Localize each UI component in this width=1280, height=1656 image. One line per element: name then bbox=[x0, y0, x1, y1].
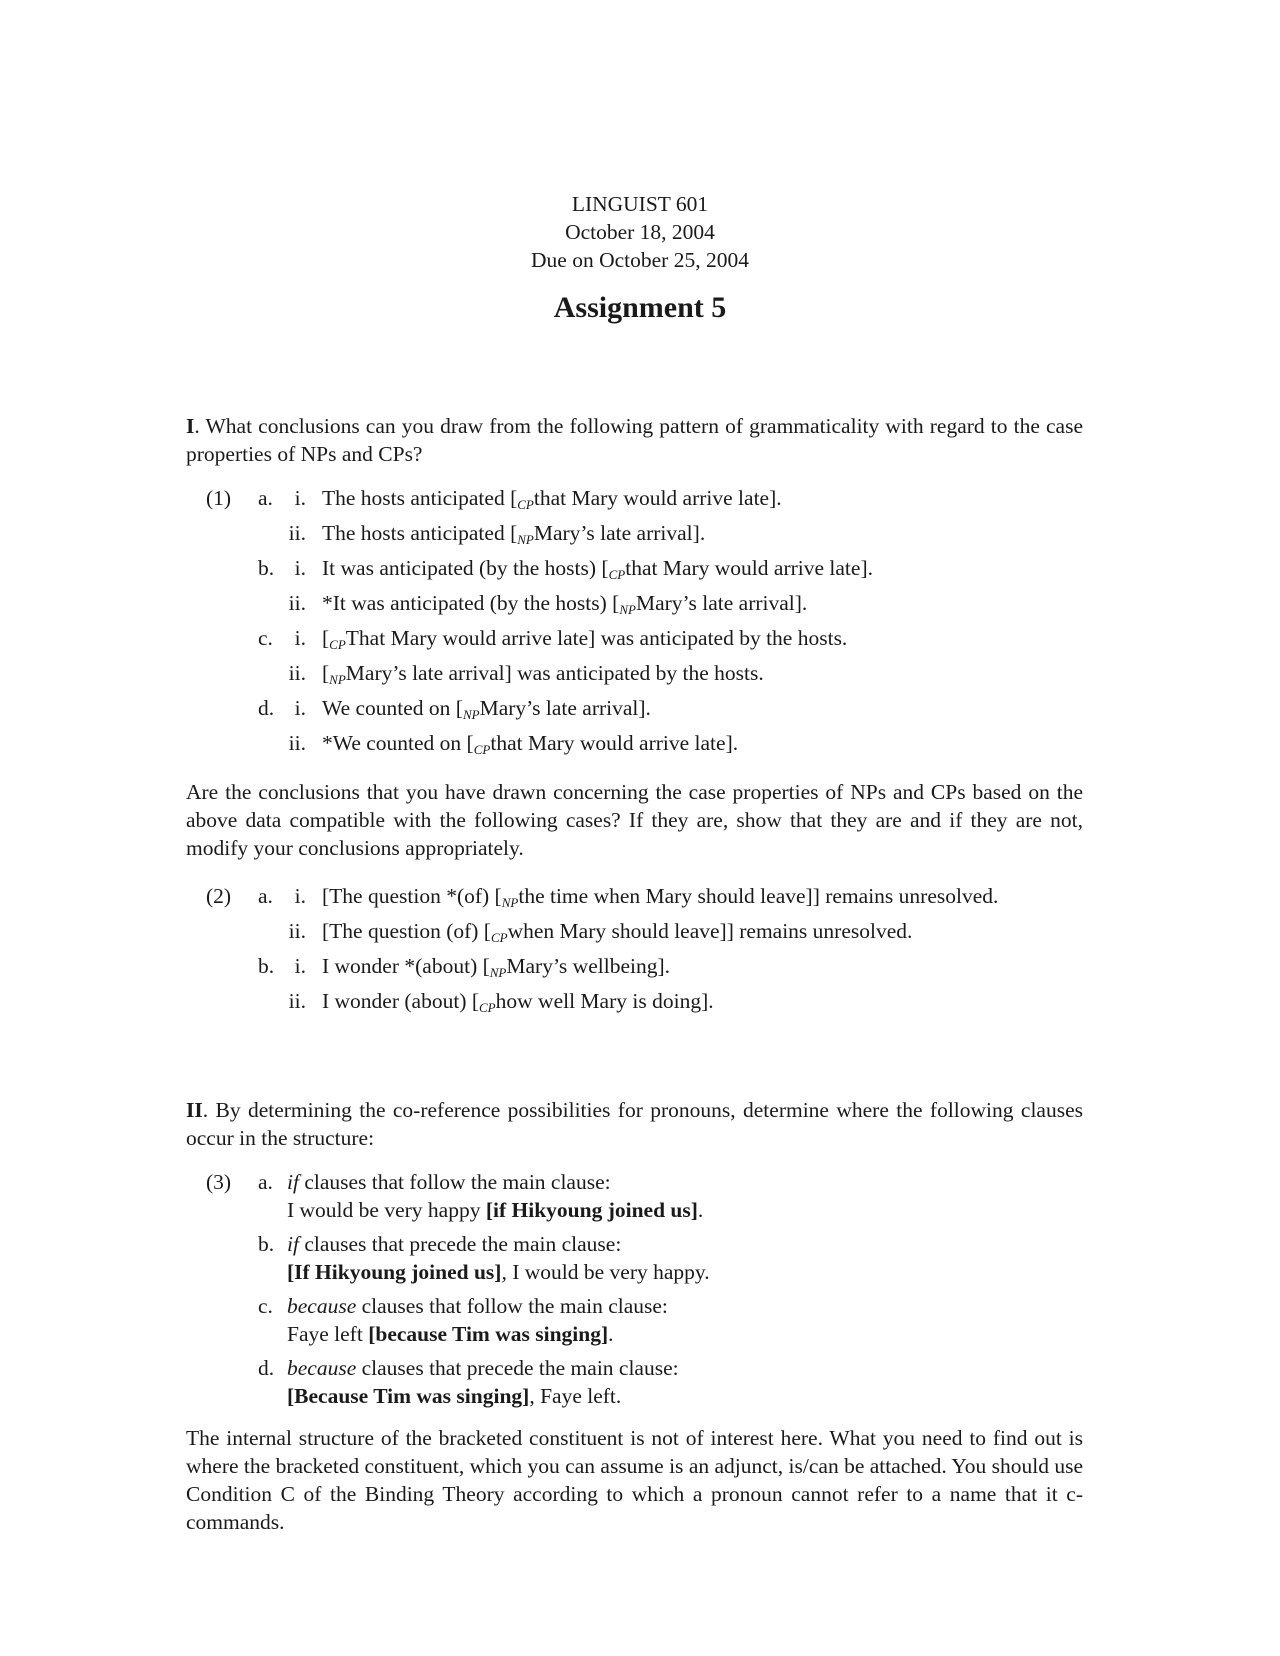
clause-keyword: if bbox=[287, 1232, 299, 1256]
item-letter: b. bbox=[258, 954, 275, 978]
sentence-rest: that Mary would arrive late]. bbox=[625, 556, 873, 580]
sub-item-number: i. bbox=[294, 696, 306, 720]
example-line bbox=[186, 952, 1086, 980]
bracketed-constituent: [because Tim was singing] bbox=[368, 1322, 609, 1346]
item-letter: d. bbox=[258, 696, 275, 720]
example-line bbox=[186, 519, 1086, 547]
category-label: CP bbox=[517, 497, 534, 512]
description-text: clauses that follow the main clause: bbox=[356, 1294, 668, 1318]
sentence-start: *We counted on [ bbox=[322, 731, 474, 755]
sub-item-number: ii. bbox=[288, 661, 306, 685]
example-line bbox=[186, 624, 1086, 652]
item-letter: b. bbox=[258, 556, 275, 580]
sentence-rest: . bbox=[697, 1198, 704, 1222]
section-2-label: II bbox=[186, 1098, 203, 1122]
example-line bbox=[186, 882, 1086, 910]
sentence-start: *It was anticipated (by the hosts) [ bbox=[322, 591, 620, 615]
example-line bbox=[186, 917, 1086, 945]
sentence-rest: Mary’s late arrival]. bbox=[479, 696, 651, 720]
sub-item-number: i. bbox=[294, 884, 306, 908]
item-letter: b. bbox=[258, 1232, 275, 1256]
sub-item-number: ii. bbox=[288, 521, 306, 545]
clause-description bbox=[287, 1230, 621, 1258]
category-label: NP bbox=[517, 532, 534, 547]
example-sentence bbox=[322, 624, 847, 652]
document-header bbox=[0, 190, 1280, 274]
sentence-start: We counted on [ bbox=[322, 696, 463, 720]
sentence-start: Faye left bbox=[287, 1322, 369, 1346]
bracketed-constituent: [Because Tim was singing] bbox=[287, 1384, 530, 1408]
sentence-rest: how well Mary is doing]. bbox=[495, 989, 714, 1013]
example-sentence bbox=[322, 729, 738, 757]
clause-keyword: because bbox=[287, 1356, 357, 1380]
section-1-question bbox=[186, 412, 1083, 468]
sentence-rest: Mary’s wellbeing]. bbox=[506, 954, 670, 978]
sub-item-number: ii. bbox=[288, 989, 306, 1013]
example-number: (1) bbox=[206, 486, 232, 510]
section-1-question-text: . What conclusions can you draw from the following pattern of grammaticality with regard to the case properties of NPs and CPs? bbox=[186, 414, 1083, 466]
bracketed-constituent: [If Hikyoung joined us] bbox=[287, 1260, 502, 1284]
bracketed-constituent: [if Hikyoung joined us] bbox=[485, 1198, 698, 1222]
sentence-rest: the time when Mary should leave]] remains unresolved. bbox=[518, 884, 999, 908]
sentence-start: The hosts anticipated [ bbox=[322, 521, 518, 545]
example-sentence bbox=[322, 554, 873, 582]
sentence-rest: That Mary would arrive late] was anticipated by the hosts. bbox=[345, 626, 848, 650]
example-sentence bbox=[322, 987, 714, 1015]
section-2-question bbox=[186, 1096, 1083, 1152]
sub-item-number: ii. bbox=[288, 919, 306, 943]
category-label: NP bbox=[489, 965, 507, 980]
category-label: CP bbox=[473, 742, 491, 757]
example-line bbox=[186, 987, 1086, 1015]
assignment-title: Assignment 5 bbox=[553, 291, 727, 324]
clause-description bbox=[287, 1292, 668, 1320]
sentence-start: [The question *(of) [ bbox=[322, 884, 502, 908]
example-sentence bbox=[322, 952, 670, 980]
issue-date: October 18, 2004 bbox=[565, 220, 715, 244]
item-letter: d. bbox=[258, 1356, 275, 1380]
sentence-rest: Mary’s late arrival]. bbox=[635, 591, 808, 615]
example-line bbox=[186, 694, 1086, 722]
example-sentence bbox=[322, 484, 782, 512]
example-line bbox=[186, 589, 1086, 617]
example-sentence bbox=[322, 917, 912, 945]
sentence-rest: Mary’s late arrival] was anticipated by the hosts. bbox=[345, 661, 764, 685]
category-label: NP bbox=[329, 672, 346, 687]
example-sentence bbox=[287, 1382, 621, 1410]
sentence-start: It was anticipated (by the hosts) [ bbox=[322, 556, 609, 580]
category-label: CP bbox=[479, 1000, 496, 1015]
description-text: clauses that precede the main clause: bbox=[298, 1232, 622, 1256]
example-line bbox=[186, 659, 1086, 687]
item-letter: a. bbox=[258, 884, 273, 908]
sentence-rest: . bbox=[608, 1322, 614, 1346]
sentence-start: [The question (of) [ bbox=[322, 919, 491, 943]
sub-item-number: ii. bbox=[288, 591, 306, 615]
clause-description bbox=[287, 1168, 611, 1196]
sentence-rest: , Faye left. bbox=[529, 1384, 622, 1408]
category-label: CP bbox=[490, 930, 508, 945]
example-line bbox=[186, 484, 1086, 512]
example-sentence bbox=[287, 1320, 614, 1348]
sub-item-number: ii. bbox=[288, 731, 306, 755]
course-name: LINGUIST 601 bbox=[571, 192, 709, 216]
sentence-start: I wonder (about) [ bbox=[322, 989, 480, 1013]
category-label: CP bbox=[608, 567, 626, 582]
sentence-rest: , I would be very happy. bbox=[501, 1260, 710, 1284]
sentence-start: [ bbox=[322, 661, 330, 685]
sub-item-number: i. bbox=[294, 954, 306, 978]
category-label: NP bbox=[462, 707, 480, 722]
category-label: CP bbox=[329, 637, 346, 652]
example-sentence bbox=[322, 659, 764, 687]
section-2-closing: The internal structure of the bracketed constituent is not of interest here. What you need to find out is where the bracketed constituent, which you can assume is an adjunct, is/can be attached. You should use Condition C of the Binding Theory according to which a pronoun cannot refer to a name that it c-commands. bbox=[186, 1426, 1083, 1534]
section-2-question-text: . By determining the co-reference possibilities for pronouns, determine where the following clauses occur in the structure: bbox=[186, 1098, 1083, 1150]
example-line bbox=[186, 554, 1086, 582]
sentence-rest: that Mary would arrive late]. bbox=[533, 486, 782, 510]
sub-item-number: i. bbox=[294, 556, 306, 580]
sentence-start: [ bbox=[322, 626, 330, 650]
description-text: clauses that follow the main clause: bbox=[298, 1170, 611, 1194]
example-sentence bbox=[287, 1196, 703, 1224]
section-1-followup: Are the conclusions that you have drawn concerning the case properties of NPs and CPs based on the above data compatible with the following cases? If they are, show that they are and if they are not, modify your conclusions appropriately. bbox=[186, 780, 1083, 860]
example-sentence bbox=[287, 1258, 710, 1286]
sub-item-number: i. bbox=[294, 486, 306, 510]
sentence-start: The hosts anticipated [ bbox=[322, 486, 518, 510]
example-number: (3) bbox=[206, 1170, 232, 1194]
sentence-rest: Mary’s late arrival]. bbox=[533, 521, 706, 545]
section-1-label: I bbox=[186, 414, 195, 438]
category-label: NP bbox=[619, 602, 636, 617]
item-letter: a. bbox=[258, 1170, 273, 1194]
example-line bbox=[186, 729, 1086, 757]
category-label: NP bbox=[501, 895, 519, 910]
item-letter: c. bbox=[258, 1294, 273, 1318]
sentence-rest: when Mary should leave]] remains unresolved. bbox=[507, 919, 913, 943]
clause-keyword: because bbox=[287, 1294, 357, 1318]
example-sentence bbox=[322, 694, 651, 722]
example-sentence bbox=[322, 882, 998, 910]
sub-item-number: i. bbox=[294, 626, 306, 650]
clause-description bbox=[287, 1354, 679, 1382]
item-letter: c. bbox=[258, 626, 273, 650]
sentence-start: I wonder *(about) [ bbox=[322, 954, 490, 978]
item-letter: a. bbox=[258, 486, 273, 510]
sentence-start: I would be very happy bbox=[287, 1198, 486, 1222]
clause-keyword: if bbox=[287, 1170, 299, 1194]
example-sentence bbox=[322, 519, 705, 547]
description-text: clauses that precede the main clause: bbox=[356, 1356, 679, 1380]
sentence-rest: that Mary would arrive late]. bbox=[490, 731, 739, 755]
due-date: Due on October 25, 2004 bbox=[531, 248, 749, 272]
example-number: (2) bbox=[206, 884, 232, 908]
example-sentence bbox=[322, 589, 807, 617]
